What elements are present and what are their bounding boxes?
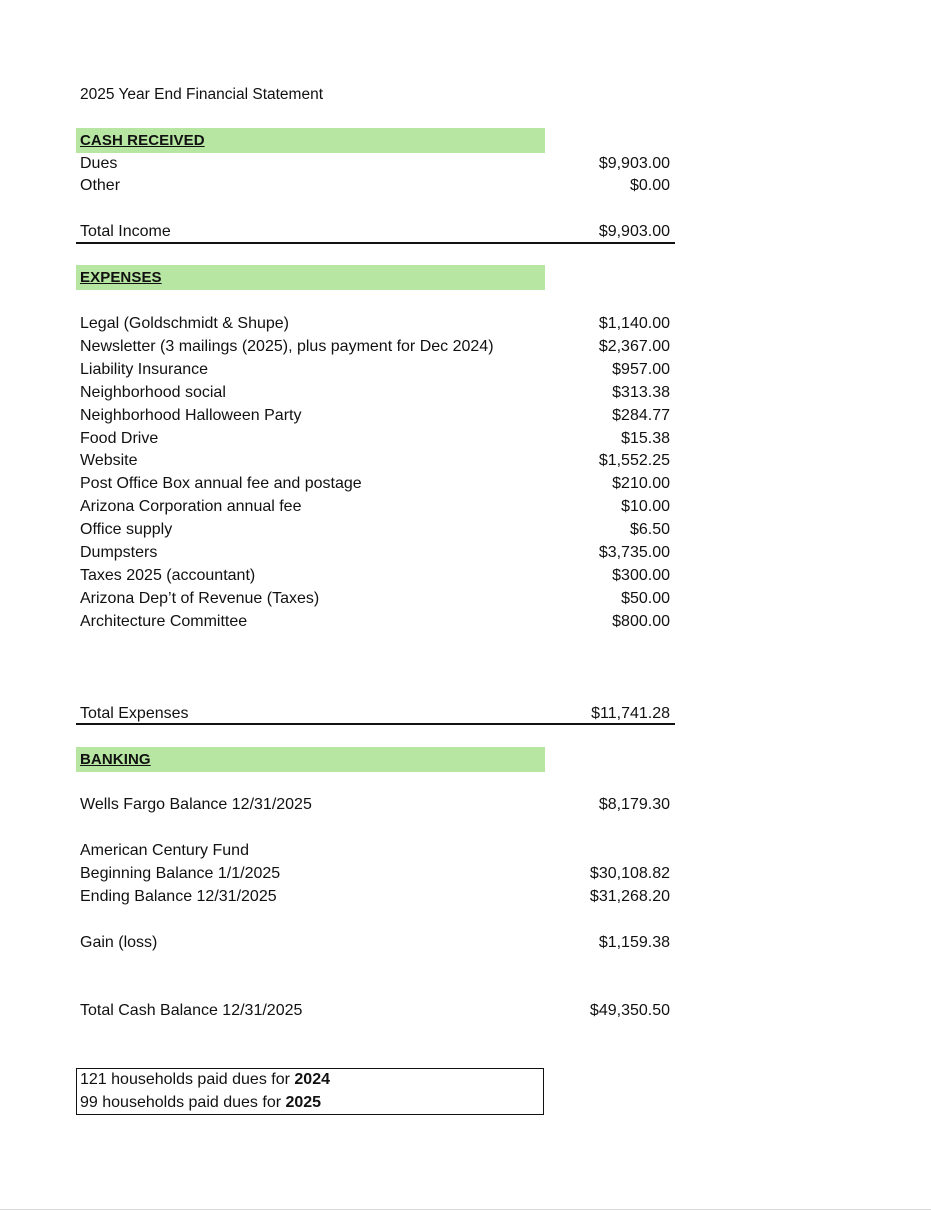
total-income-amount: $9,903.00 (598, 223, 670, 240)
expense-row (80, 521, 670, 543)
expense-label: Liability Insurance (80, 361, 209, 378)
cash-received-header-label: CASH RECEIVED (80, 132, 205, 149)
gain-loss-row (80, 934, 670, 956)
gain-loss-amount: $1,159.38 (598, 934, 670, 951)
beginning-balance-amount: $30,108.82 (589, 865, 670, 882)
expense-row (80, 338, 670, 360)
expense-label: Website (80, 452, 138, 469)
expense-label: Taxes 2025 (accountant) (80, 567, 256, 584)
expense-amount: $300.00 (612, 567, 670, 584)
expense-label: Food Drive (80, 430, 159, 447)
beginning-balance-label: Beginning Balance 1/1/2025 (80, 865, 281, 882)
expense-row (80, 567, 670, 589)
expense-amount: $800.00 (612, 613, 670, 630)
expense-row (80, 590, 670, 612)
total-cash-row (80, 1002, 670, 1024)
ending-balance-row (80, 888, 670, 910)
expenses-header (76, 265, 545, 290)
expense-amount: $50.00 (621, 590, 670, 607)
page-bottom-divider (0, 1209, 931, 1210)
total-expenses-amount: $11,741.28 (591, 705, 670, 722)
cash-received-header (76, 128, 545, 153)
expense-amount: $284.77 (612, 407, 670, 424)
households-line-2024 (80, 1071, 330, 1089)
total-income-label: Total Income (80, 223, 171, 240)
expense-amount: $3,735.00 (598, 544, 670, 561)
cash-item-amount: $9,903.00 (598, 155, 670, 172)
wells-fargo-amount: $8,179.30 (598, 796, 670, 813)
ending-balance-amount: $31,268.20 (589, 888, 670, 905)
expense-row (80, 315, 670, 337)
expense-amount: $313.38 (612, 384, 670, 401)
total-expenses-rule (76, 723, 675, 725)
beginning-balance-row (80, 865, 670, 887)
total-income-rule (76, 242, 675, 244)
expense-row (80, 452, 670, 474)
total-expenses-label: Total Expenses (80, 705, 189, 722)
households-year: 2024 (294, 1071, 330, 1088)
ending-balance-label: Ending Balance 12/31/2025 (80, 888, 277, 905)
cash-item-other (80, 177, 670, 199)
households-text: 121 households paid dues for (80, 1071, 295, 1088)
expense-amount: $2,367.00 (598, 338, 670, 355)
cash-item-label: Other (80, 177, 121, 194)
total-cash-label: Total Cash Balance 12/31/2025 (80, 1002, 303, 1019)
expense-amount: $15.38 (621, 430, 670, 447)
expense-amount: $6.50 (629, 521, 670, 538)
expense-row (80, 407, 670, 429)
cash-item-dues (80, 155, 670, 177)
gain-loss-label: Gain (loss) (80, 934, 158, 951)
expense-amount: $1,140.00 (598, 315, 670, 332)
banking-header (76, 747, 545, 772)
wells-fargo-row (80, 796, 670, 818)
expense-label: Arizona Corporation annual fee (80, 498, 302, 515)
total-cash-amount: $49,350.50 (589, 1002, 670, 1019)
expense-amount: $210.00 (612, 475, 670, 492)
households-box (76, 1068, 544, 1115)
expense-row (80, 430, 670, 452)
expense-row (80, 613, 670, 635)
expense-row (80, 544, 670, 566)
expense-label: Neighborhood social (80, 384, 226, 401)
households-year: 2025 (285, 1094, 322, 1111)
wells-fargo-label: Wells Fargo Balance 12/31/2025 (80, 796, 312, 813)
expense-label: Arizona Dep’t of Revenue (Taxes) (80, 590, 320, 607)
expense-label: Neighborhood Halloween Party (80, 407, 302, 424)
expense-label: Post Office Box annual fee and postage (80, 475, 362, 492)
document-title: 2025 Year End Financial Statement (80, 86, 324, 103)
expense-row (80, 498, 670, 520)
expense-row (80, 475, 670, 497)
cash-item-label: Dues (80, 155, 118, 172)
households-line-2025 (80, 1094, 321, 1112)
fund-name-row (80, 842, 670, 864)
expense-label: Legal (Goldschmidt & Shupe) (80, 315, 289, 332)
expenses-header-label: EXPENSES (80, 269, 162, 286)
expense-label: Office supply (80, 521, 173, 538)
expense-row (80, 361, 670, 383)
banking-header-label: BANKING (80, 751, 151, 768)
fund-name-label: American Century Fund (80, 842, 249, 859)
households-text: 99 households paid dues for (80, 1094, 286, 1111)
expense-row (80, 384, 670, 406)
expense-label: Dumpsters (80, 544, 158, 561)
expense-amount: $10.00 (621, 498, 670, 515)
expense-label: Architecture Committee (80, 613, 248, 630)
expense-amount: $1,552.25 (598, 452, 670, 469)
cash-item-amount: $0.00 (629, 177, 670, 194)
expense-amount: $957.00 (612, 361, 670, 378)
expense-label: Newsletter (3 mailings (2025), plus payment for Dec 2024) (80, 338, 494, 355)
